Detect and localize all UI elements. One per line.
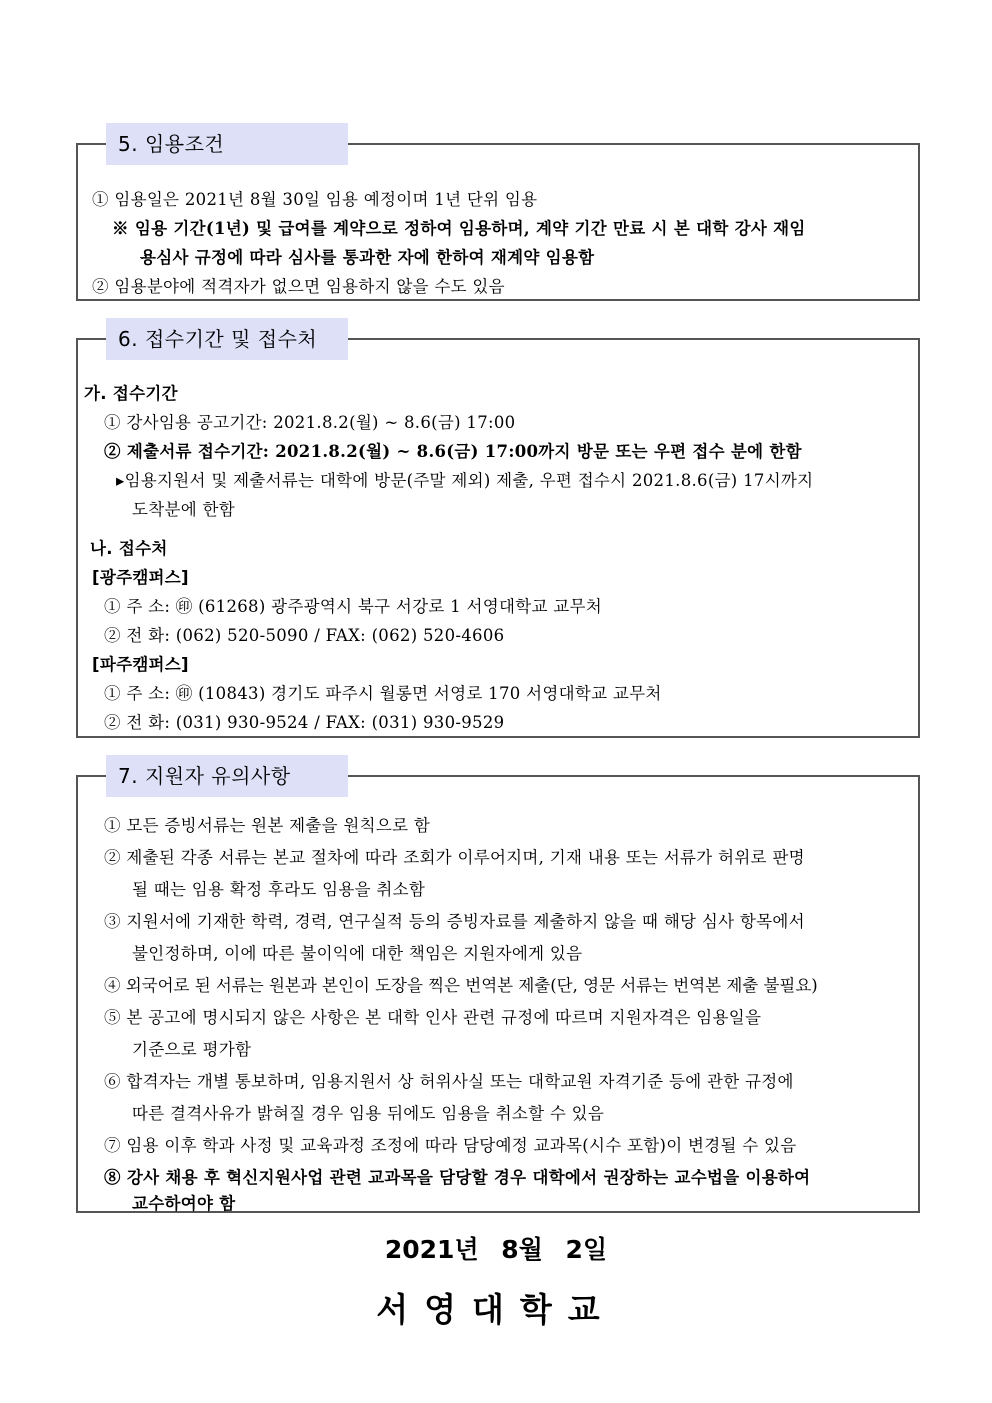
notice-item-6-cont: 따른 결격사유가 밝혀질 경우 임용 뒤에도 임용을 취소할 수 있음: [132, 1104, 605, 1123]
notice-item-3-cont: 불인정하며, 이에 따른 불이익에 대한 책임은 지원자에게 있음: [132, 944, 583, 963]
university-name: 서영대학교: [376, 1290, 616, 1329]
notice-item-8-cont: 교수하여야 함: [132, 1194, 236, 1213]
section-5-line-2: ② 임용분야에 적격자가 없으면 임용하지 않을 수도 있음: [92, 277, 505, 296]
notice-item-2-cont: 될 때는 임용 확정 후라도 임용을 취소함: [132, 880, 426, 899]
notice-item-3: ③ 지원서에 기재한 학력, 경력, 연구실적 등의 증빙자료를 제출하지 않을 때 해당 심사 항목에서: [104, 912, 805, 931]
notice-item-6: ⑥ 합격자는 개별 통보하며, 임용지원서 상 허위사실 또는 대학교원 자격기준 등에 관한 규정에: [104, 1072, 794, 1091]
notice-item-5: ⑤ 본 공고에 명시되지 않은 사항은 본 대학 인사 관련 규정에 따르며 지원자격은 임용일을: [104, 1008, 762, 1027]
subsection-b-title: 나. 접수처: [90, 539, 168, 558]
gwangju-address: ① 주 소: ㊞ (61268) 광주광역시 북구 서강로 1 서영대학교 교무처: [104, 597, 602, 616]
notice-item-5-cont: 기준으로 평가함: [132, 1040, 252, 1059]
period-line-1: ① 강사임용 공고기간: 2021.8.2(월) ~ 8.6(금) 17:00: [104, 413, 516, 432]
section-5-line-1: ① 임용일은 2021년 8월 30일 임용 예정이며 1년 단위 임용: [92, 190, 538, 209]
section-5-note-cont: 용심사 규정에 따라 심사를 통과한 자에 한하여 재계약 임용함: [140, 248, 595, 267]
gwangju-campus-label: [광주캠퍼스]: [92, 568, 189, 587]
section-7-heading: 7. 지원자 유의사항: [106, 755, 348, 797]
section-6-box: [76, 338, 920, 738]
period-note: ▸임용지원서 및 제출서류는 대학에 방문(주말 제외) 제출, 우편 접수시 2021.8.6(금) 17시까지: [116, 471, 814, 490]
subsection-a-title: 가. 접수기간: [84, 384, 178, 403]
notice-item-2: ② 제출된 각종 서류는 본교 절차에 따라 조회가 이루어지며, 기재 내용 또는 서류가 허위로 판명: [104, 848, 805, 867]
section-5-heading: 5. 임용조건: [106, 123, 348, 165]
paju-campus-label: [파주캠퍼스]: [92, 655, 189, 674]
paju-address: ① 주 소: ㊞ (10843) 경기도 파주시 월롱면 서영로 170 서영대학교 교무처: [104, 684, 662, 703]
period-note-cont: 도착분에 한함: [132, 500, 235, 519]
period-line-2: ② 제출서류 접수기간: 2021.8.2(월) ~ 8.6(금) 17:00까지 방문 또는 우편 접수 분에 한함: [104, 442, 802, 461]
gwangju-phone: ② 전 화: (062) 520-5090 / FAX: (062) 520-4606: [104, 626, 505, 645]
notice-item-1: ① 모든 증빙서류는 원본 제출을 원칙으로 함: [104, 816, 431, 835]
section-5-note: ※ 임용 기간(1년) 및 급여를 계약으로 정하여 임용하며, 계약 기간 만료 시 본 대학 강사 재임: [112, 219, 806, 238]
announcement-date: 2021년 8월 2일: [384, 1235, 608, 1264]
notice-item-4: ④ 외국어로 된 서류는 원본과 본인이 도장을 찍은 번역본 제출(단, 영문 서류는 번역본 제출 불필요): [104, 976, 818, 995]
notice-item-8: ⑧ 강사 채용 후 혁신지원사업 관련 교과목을 담당할 경우 대학에서 권장하는 교수법을 이용하여: [104, 1168, 811, 1187]
paju-phone: ② 전 화: (031) 930-9524 / FAX: (031) 930-9529: [104, 713, 505, 732]
section-6-heading: 6. 접수기간 및 접수처: [106, 318, 348, 360]
notice-item-7: ⑦ 임용 이후 학과 사정 및 교육과정 조정에 따라 담당예정 교과목(시수 포함)이 변경될 수 있음: [104, 1136, 797, 1155]
